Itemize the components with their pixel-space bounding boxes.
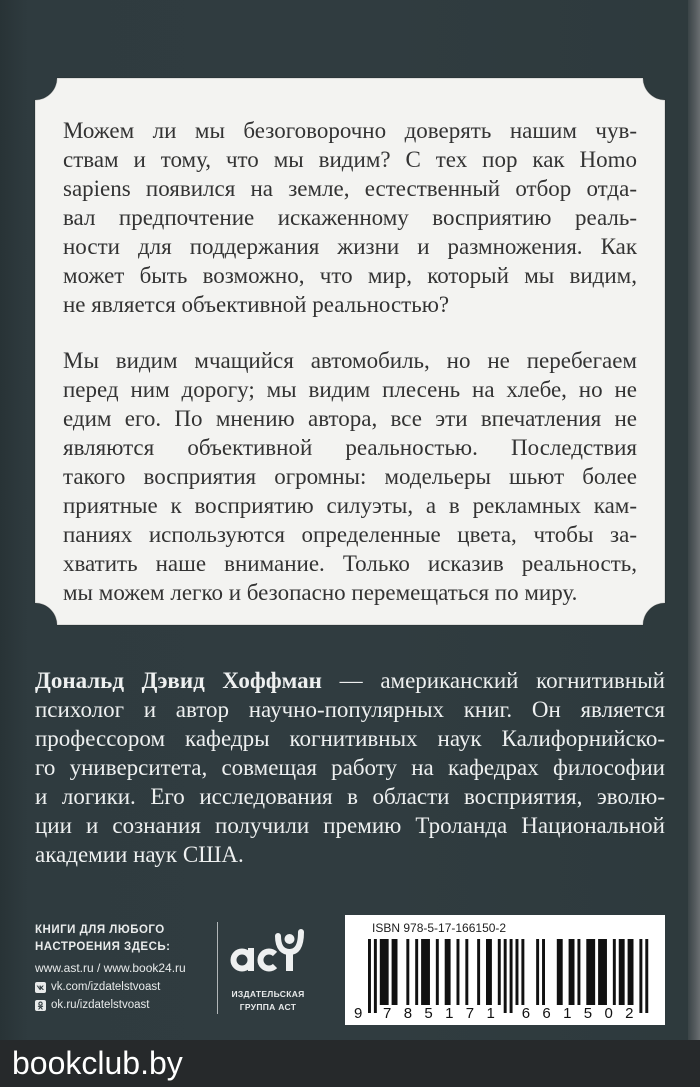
bio-text-line: психолог и автор научно-популярных книг. Он является [35, 697, 665, 722]
barcode-bar [374, 939, 377, 1013]
barcode-bar [465, 939, 468, 1005]
barcode-bar [406, 939, 409, 1005]
barcode-bar [504, 939, 507, 1013]
barcode-bar [645, 939, 648, 1013]
barcode-bar [477, 939, 480, 1005]
barcode-right-digits: 661502 [521, 1005, 646, 1022]
ok-link-text: ok.ru/izdatelstvoast [51, 999, 150, 1011]
barcode-bar [613, 939, 616, 1005]
barcode-bar [586, 939, 595, 1005]
vk-link-text: vk.com/izdatelstvoast [51, 981, 161, 993]
bio-text-line: академии наук США. [35, 842, 244, 867]
barcode-bar [516, 939, 519, 1005]
author-name: Дональд Дэвид Хоффман [35, 668, 322, 693]
barcode-bar [521, 939, 524, 1005]
bio-text-fragment: — американский когнитивный [321, 668, 665, 693]
barcode-bar [598, 939, 607, 1005]
panel-text-line: sapiens появился на земле, естественный отбор отда- [63, 176, 637, 201]
panel-text-line: едим его. По мнению автора, все эти впечатления не [63, 406, 637, 431]
barcode-bar [498, 939, 501, 1005]
panel-text-line: мы можем легко и безопасно перемещаться по миру. [63, 580, 578, 605]
barcode-bar [536, 939, 539, 1005]
author-bio [35, 666, 665, 869]
barcode-bar [392, 939, 398, 1005]
barcode-first-digit: 9 [354, 1005, 363, 1022]
barcode-bar [542, 939, 545, 1005]
vk-icon [35, 982, 46, 993]
promo-heading-line1: КНИГИ ДЛЯ ЛЮБОГО [35, 924, 165, 936]
logo-caption-line2: ГРУППА АСТ [239, 1002, 297, 1012]
barcode-bar [436, 939, 439, 1005]
panel-text-line: Можем ли мы безоговорочно доверять нашим чув- [63, 118, 637, 143]
divider-line [217, 922, 218, 1014]
barcode-bar [577, 939, 580, 1005]
barcode-bar [619, 939, 625, 1005]
isbn-text: ISBN 978-5-17-166150-2 [372, 921, 507, 935]
panel-text-line: ствам и тому, что мы видим? С тех пор как Homo [63, 147, 637, 172]
barcode-bar [557, 939, 563, 1005]
panel-text-line: хватить наше внимание. Только исказив реальность, [63, 551, 637, 576]
promo-websites: www.ast.ru / www.book24.ru [35, 961, 186, 975]
barcode-bar [445, 939, 451, 1005]
logo-caption-line1: ИЗДАТЕЛЬСКАЯ [231, 989, 305, 999]
bio-text-line: и логики. Его исследования в области восприятия, эволю- [35, 784, 665, 809]
promo-heading-line2: НАСТРОЕНИЯ ЗДЕСЬ: [35, 941, 171, 953]
panel-paragraph [63, 116, 637, 319]
barcode-box [345, 915, 665, 1025]
panel-text-line: Мы видим мчащийся автомобиль, но не перебегаем [63, 348, 637, 373]
bio-text-line: профессором кафедры когнитивных наук Калифорнийско- [35, 726, 665, 751]
barcode-bar [380, 939, 389, 1005]
barcode-bar [415, 939, 418, 1005]
barcode-bar [569, 939, 575, 1005]
barcode-bar [510, 939, 513, 1013]
panel-text-line: может быть возможно, что мир, который мы видим, [63, 263, 637, 288]
panel-text-line: не является объективной реальностью? [63, 292, 450, 317]
barcode-bar [421, 939, 430, 1005]
ok-icon [35, 1000, 46, 1011]
panel-text-line: вал предпочтение искаженному восприятию реаль- [63, 205, 637, 230]
bio-text-line [35, 666, 665, 695]
bio-text-line: го университета, совмещая работу на кафедрах философии [35, 755, 665, 780]
barcode-bar [368, 939, 371, 1013]
panel-text-line: приятные к восприятию силуэты, а в рекламных кам- [63, 493, 637, 518]
panel-text-line: паниях используются определенные цвета, чтобы за- [63, 522, 637, 547]
barcode-bar [486, 939, 492, 1005]
panel-text-line: являются объективной реальностью. Последствия [63, 435, 637, 460]
watermark: bookclub.by [12, 1045, 183, 1081]
panel-text-line: такого восприятия огромны: модельеры шьют более [63, 464, 637, 489]
panel-text-line: перед ним дорогу; мы видим плесень на хлебе, но не [63, 377, 637, 402]
barcode-left-digits: 785171 [383, 1005, 508, 1022]
barcode-bar [628, 939, 634, 1005]
ast-logo [228, 916, 308, 978]
barcode-bar [639, 939, 642, 1013]
bio-text-line: ции и сознания получили премию Троланда Национальной [35, 813, 665, 838]
panel-text-line: ности для поддержания жизни и размножения. Как [63, 234, 637, 259]
barcode-bar [457, 939, 460, 1005]
panel-paragraph [63, 346, 637, 607]
